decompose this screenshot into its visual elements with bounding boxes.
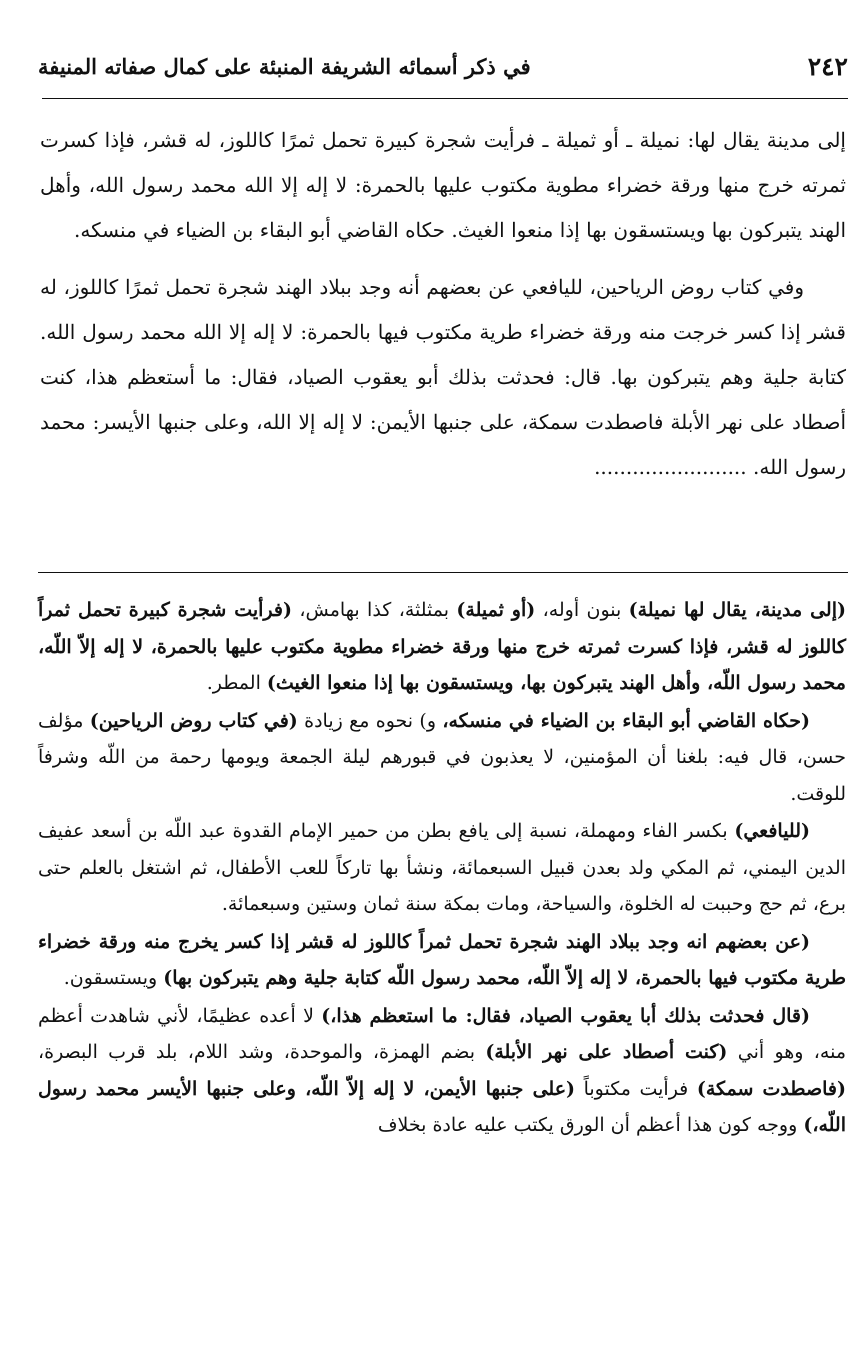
main-text — [40, 118, 846, 490]
quoted-text: (لليافعي) — [734, 820, 810, 842]
commentary-text-run: المطر. — [206, 672, 267, 694]
commentary-text — [38, 592, 846, 1144]
quoted-text: (على جنبها الأيمن، لا إله إلاّ اللّه، وعلى جنبها الأيسر محمد رسول اللّه،) — [38, 1077, 846, 1136]
quoted-text: (إلى مدينة، يقال لها نميلة) — [628, 599, 846, 621]
commentary-paragraph-3 — [38, 813, 846, 923]
quoted-text: (فرأيت شجرة كبيرة تحمل ثمراً كاللوز له قشر، فإذا كسرت ثمرته خرج منها ورقة خضراء مطوية مكتوب عليها بالحمرة، لا إله إلاّ اللّه، محمد رسول اللّه، وأهل الهند يتبركون بها، ويستسقون بها إذا منعوا الغيث) — [38, 599, 846, 694]
quoted-text: (أو ثميلة) — [456, 599, 536, 621]
quoted-text: (فاصطدت سمكة) — [696, 1077, 846, 1100]
header-divider — [42, 98, 848, 99]
quoted-text: (كنت أصطاد على نهر الأبلة) — [485, 1041, 728, 1063]
page-header — [38, 44, 848, 88]
commentary-divider — [38, 572, 848, 573]
commentary-text-run: لا أعده عظيمًا، لأني شاهدت أعظم منه، وهو أني — [38, 1004, 846, 1063]
quoted-text: (في كتاب روض الرياحين) — [89, 709, 298, 732]
commentary-text-run: بضم الهمزة، والموحدة، وشد اللام، بلد قرب البصرة، — [38, 1041, 486, 1063]
quoted-text: (عن بعضهم انه وجد ببلاد الهند شجرة تحمل ثمراً كاللوز له قشر إذا كسر يخرج منه ورقة خضراء طرية مكتوب فيها بالحمرة، لا إله إلاّ اللّه، محمد رسول اللّه كتابة جلية وهم يتبركون بها) — [38, 930, 846, 989]
commentary-text-run: مؤلف حسن، قال فيه: بلغنا أن المؤمنين، لا يعذبون في قبورهم ليلة الجمعة ويومها رحمة من اللّه وشرفاً للوقت. — [38, 709, 846, 805]
commentary-text-run: ويستسقون. — [63, 967, 164, 989]
main-paragraph-2-text: وفي كتاب روض الرياحين، لليافعي عن بعضهم أنه وجد ببلاد الهند شجرة تحمل ثمرًا كاللوز، له قشر إذا كسر خرجت منه ورقة خضراء طرية مكتوب فيها بالحمرة: لا إله إلا الله محمد رسول الله. كتابة جلية وهم يتبركون بها. قال: فحدثت بذلك أبو يعقوب الصياد، فقال: ما أستعظم هذا، كنت أصطاد على نهر الأبلة فاصطدت سمكة، على جنبها الأيمن: لا إله إلا الله، وعلى جنبها الأيسر: محمد رسول الله. — [40, 275, 846, 479]
commentary-paragraph-4 — [38, 924, 846, 997]
page-number: ٢٤٢ — [807, 51, 848, 81]
ellipsis-dots: ........................ — [594, 455, 747, 479]
commentary-text-run: بمثلثة، كذا بهامش، — [292, 599, 457, 621]
commentary-text-run: بكسر الفاء ومهملة، نسبة إلى يافع بطن من حمير الإمام القدوة عبد اللّه بن أسعد عفيف الدين اليمني، ثم المكي ولد بعدن قبيل السبعمائة، ونشأ بها تاركاً للعب الأطفال، ثم اشتغل بالعلم حتى برع، ثم حج وحببت له الخلوة، والسياحة، ومات بمكة سنة ثمان وستين وسبعمائة. — [38, 820, 846, 915]
commentary-text-run: و) نحوه مع زيادة — [297, 709, 443, 732]
running-title: في ذكر أسمائه الشريفة المنبئة على كمال صفاته المنيفة — [38, 53, 531, 79]
commentary-text-run: ووجه كون هذا أعظم أن الورق يكتب عليه عادة بخلاف — [377, 1114, 804, 1136]
quoted-text: (حكاه القاضي أبو البقاء بن الضياء في منسكه، — [442, 709, 810, 732]
commentary-text-run: بنون أوله، — [535, 599, 629, 621]
commentary-paragraph-2 — [38, 703, 846, 813]
main-paragraph-2 — [40, 265, 846, 490]
commentary-text-run: فرأيت مكتوباً — [575, 1077, 697, 1100]
commentary-paragraph-5 — [38, 998, 846, 1144]
quoted-text: (قال فحدثت بذلك أبا يعقوب الصياد، فقال: ما استعظم هذا،) — [321, 1004, 810, 1027]
commentary-paragraph-1 — [38, 592, 846, 702]
main-paragraph-1: إلى مدينة يقال لها: نميلة ـ أو ثميلة ـ فرأيت شجرة كبيرة تحمل ثمرًا كاللوز، له قشر، فإذا كسرت ثمرته خرج منها ورقة خضراء مطوية مكتوب عليها بالحمرة: لا إله إلا الله محمد رسول الله، وأهل الهند يتبركون بها ويستسقون بها إذا منعوا الغيث. حكاه القاضي أبو البقاء بن الضياء في منسكه. — [40, 128, 846, 242]
